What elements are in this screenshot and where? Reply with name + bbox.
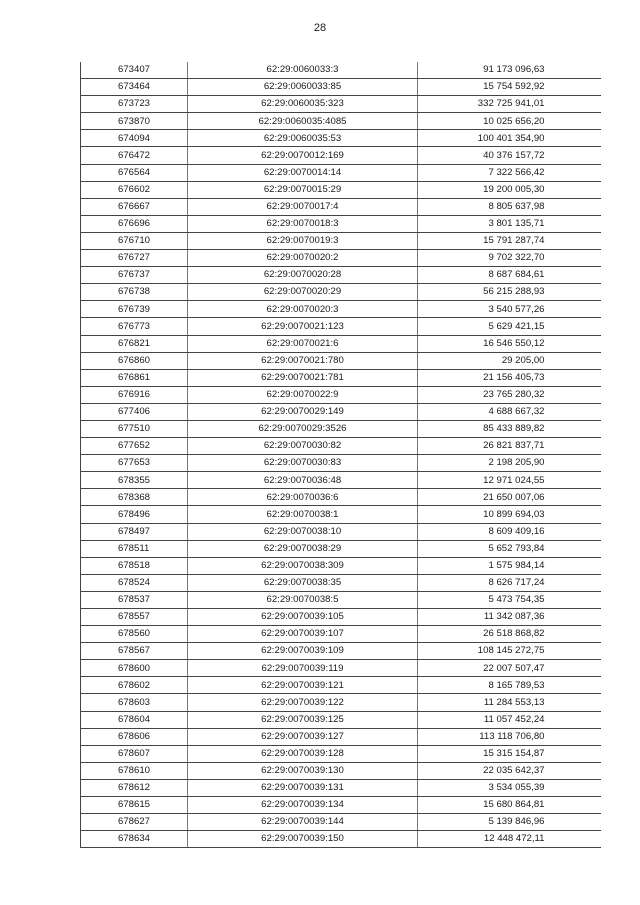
cadastral-number-cell: 62:29:0070017:4 [188, 198, 418, 215]
cadastral-value-cell: 15 754 592,92 [418, 79, 601, 96]
table-row [81, 62, 601, 79]
table-row [81, 711, 601, 728]
table-row [81, 523, 601, 540]
cadastral-value-cell: 56 215 288,93 [418, 284, 601, 301]
record-number-cell: 676727 [81, 250, 188, 267]
cadastral-number-cell: 62:29:0070039:130 [188, 762, 418, 779]
table-row [81, 694, 601, 711]
record-number-cell: 673870 [81, 113, 188, 130]
table-row [81, 540, 601, 557]
record-number-cell: 676710 [81, 232, 188, 249]
record-number-cell: 676861 [81, 369, 188, 386]
record-number-cell: 678496 [81, 506, 188, 523]
table-row [81, 335, 601, 352]
record-number-cell: 678557 [81, 609, 188, 626]
cadastral-value-cell: 7 322 566,42 [418, 164, 601, 181]
table-row [81, 643, 601, 660]
cadastral-value-cell: 85 433 889,82 [418, 420, 601, 437]
cadastral-number-cell: 62:29:0070018:3 [188, 215, 418, 232]
record-number-cell: 674094 [81, 130, 188, 147]
cadastral-number-cell: 62:29:0060035:323 [188, 96, 418, 113]
cadastral-number-cell: 62:29:0070038:29 [188, 540, 418, 557]
cadastral-number-cell: 62:29:0070038:10 [188, 523, 418, 540]
table-row [81, 677, 601, 694]
cadastral-number-cell: 62:29:0070039:122 [188, 694, 418, 711]
cadastral-number-cell: 62:29:0070029:149 [188, 403, 418, 420]
record-number-cell: 673464 [81, 79, 188, 96]
cadastral-value-cell: 1 575 984,14 [418, 557, 601, 574]
table-row [81, 301, 601, 318]
cadastral-value-cell: 22 007 507,47 [418, 660, 601, 677]
cadastral-value-cell: 11 342 087,36 [418, 609, 601, 626]
table-row [81, 215, 601, 232]
table-row [81, 831, 601, 848]
cadastral-value-cell: 3 801 135,71 [418, 215, 601, 232]
cadastral-number-cell: 62:29:0070039:127 [188, 728, 418, 745]
table-row [81, 386, 601, 403]
table-row [81, 130, 601, 147]
table-row [81, 779, 601, 796]
cadastral-number-cell: 62:29:0070020:28 [188, 267, 418, 284]
cadastral-value-cell: 26 518 868,82 [418, 626, 601, 643]
record-number-cell: 677652 [81, 438, 188, 455]
cadastral-number-cell: 62:29:0070021:123 [188, 318, 418, 335]
cadastral-number-cell: 62:29:0070039:109 [188, 643, 418, 660]
table-row [81, 591, 601, 608]
cadastral-number-cell: 62:29:0060033:3 [188, 62, 418, 79]
cadastral-number-cell: 62:29:0070039:107 [188, 626, 418, 643]
record-number-cell: 678615 [81, 797, 188, 814]
record-number-cell: 676602 [81, 181, 188, 198]
cadastral-value-cell: 15 315 154,87 [418, 745, 601, 762]
record-number-cell: 676564 [81, 164, 188, 181]
table-row [81, 557, 601, 574]
table-row [81, 455, 601, 472]
cadastral-number-cell: 62:29:0070038:5 [188, 591, 418, 608]
record-number-cell: 676667 [81, 198, 188, 215]
cadastral-value-cell: 16 546 550,12 [418, 335, 601, 352]
record-number-cell: 677653 [81, 455, 188, 472]
record-number-cell: 678600 [81, 660, 188, 677]
table-row [81, 181, 601, 198]
cadastral-value-cell: 10 025 656,20 [418, 113, 601, 130]
table-row [81, 79, 601, 96]
cadastral-value-cell: 23 765 280,32 [418, 386, 601, 403]
record-number-cell: 678567 [81, 643, 188, 660]
cadastral-number-cell: 62:29:0070039:105 [188, 609, 418, 626]
cadastral-number-cell: 62:29:0070036:6 [188, 489, 418, 506]
table-row [81, 318, 601, 335]
cadastral-value-cell: 3 534 055,39 [418, 779, 601, 796]
cadastral-value-cell: 8 609 409,16 [418, 523, 601, 540]
cadastral-number-cell: 62:29:0070012:169 [188, 147, 418, 164]
record-number-cell: 678606 [81, 728, 188, 745]
table-row [81, 250, 601, 267]
record-number-cell: 678627 [81, 814, 188, 831]
cadastral-number-cell: 62:29:0070039:131 [188, 779, 418, 796]
record-number-cell: 677510 [81, 420, 188, 437]
record-number-cell: 678511 [81, 540, 188, 557]
cadastral-value-cell: 10 899 694,03 [418, 506, 601, 523]
record-number-cell: 673723 [81, 96, 188, 113]
record-number-cell: 676821 [81, 335, 188, 352]
table-row [81, 626, 601, 643]
record-number-cell: 676773 [81, 318, 188, 335]
record-number-cell: 678603 [81, 694, 188, 711]
cadastral-value-cell: 108 145 272,75 [418, 643, 601, 660]
table-row [81, 745, 601, 762]
cadastral-number-cell: 62:29:0060035:4085 [188, 113, 418, 130]
record-number-cell: 678607 [81, 745, 188, 762]
cadastral-number-cell: 62:29:0070038:1 [188, 506, 418, 523]
record-number-cell: 676472 [81, 147, 188, 164]
cadastral-value-cell: 332 725 941,01 [418, 96, 601, 113]
cadastral-value-cell: 8 687 684,61 [418, 267, 601, 284]
cadastral-value-cell: 26 821 837,71 [418, 438, 601, 455]
cadastral-number-cell: 62:29:0070021:6 [188, 335, 418, 352]
record-number-cell: 676860 [81, 352, 188, 369]
table-row [81, 814, 601, 831]
cadastral-number-cell: 62:29:0070021:781 [188, 369, 418, 386]
cadastral-number-cell: 62:29:0060033:85 [188, 79, 418, 96]
cadastral-value-cell: 100 401 354,90 [418, 130, 601, 147]
cadastral-number-cell: 62:29:0070021:780 [188, 352, 418, 369]
record-number-cell: 678537 [81, 591, 188, 608]
cadastral-number-cell: 62:29:0070020:2 [188, 250, 418, 267]
cadastral-value-cell: 8 626 717,24 [418, 574, 601, 591]
cadastral-value-cell: 12 971 024,55 [418, 472, 601, 489]
cadastral-value-cell: 11 284 553,13 [418, 694, 601, 711]
cadastral-value-cell: 22 035 642,37 [418, 762, 601, 779]
cadastral-value-cell: 4 688 667,32 [418, 403, 601, 420]
table-body [81, 62, 601, 848]
cadastral-value-table [80, 62, 601, 848]
cadastral-value-cell: 91 173 096,63 [418, 62, 601, 79]
table-row [81, 660, 601, 677]
cadastral-value-cell: 11 057 452,24 [418, 711, 601, 728]
table-row [81, 797, 601, 814]
record-number-cell: 678604 [81, 711, 188, 728]
cadastral-value-cell: 5 139 846,96 [418, 814, 601, 831]
record-number-cell: 678368 [81, 489, 188, 506]
table-row [81, 506, 601, 523]
cadastral-number-cell: 62:29:0070036:48 [188, 472, 418, 489]
cadastral-number-cell: 62:29:0060035:53 [188, 130, 418, 147]
table-row [81, 420, 601, 437]
table-row [81, 96, 601, 113]
table-row [81, 574, 601, 591]
cadastral-value-cell: 15 680 864,81 [418, 797, 601, 814]
record-number-cell: 678612 [81, 779, 188, 796]
table-row [81, 609, 601, 626]
record-number-cell: 676696 [81, 215, 188, 232]
record-number-cell: 678602 [81, 677, 188, 694]
cadastral-value-cell: 15 791 287,74 [418, 232, 601, 249]
page-number: 28 [313, 22, 327, 34]
record-number-cell: 678497 [81, 523, 188, 540]
cadastral-number-cell: 62:29:0070020:3 [188, 301, 418, 318]
cadastral-number-cell: 62:29:0070022:9 [188, 386, 418, 403]
cadastral-value-cell: 40 376 157,72 [418, 147, 601, 164]
cadastral-number-cell: 62:29:0070015:29 [188, 181, 418, 198]
table-row [81, 728, 601, 745]
table-row [81, 198, 601, 215]
cadastral-number-cell: 62:29:0070039:121 [188, 677, 418, 694]
record-number-cell: 673407 [81, 62, 188, 79]
record-number-cell: 678634 [81, 831, 188, 848]
cadastral-value-cell: 19 200 005,30 [418, 181, 601, 198]
cadastral-number-cell: 62:29:0070038:35 [188, 574, 418, 591]
table-row [81, 489, 601, 506]
table-row [81, 403, 601, 420]
cadastral-value-cell: 21 156 405,73 [418, 369, 601, 386]
cadastral-value-cell: 21 650 007,06 [418, 489, 601, 506]
cadastral-value-cell: 2 198 205,90 [418, 455, 601, 472]
table-row [81, 267, 601, 284]
cadastral-value-cell: 9 702 322,70 [418, 250, 601, 267]
record-number-cell: 678560 [81, 626, 188, 643]
cadastral-number-cell: 62:29:0070020:29 [188, 284, 418, 301]
record-number-cell: 676738 [81, 284, 188, 301]
table-row [81, 438, 601, 455]
record-number-cell: 677406 [81, 403, 188, 420]
record-number-cell: 678524 [81, 574, 188, 591]
cadastral-value-cell: 12 448 472,11 [418, 831, 601, 848]
cadastral-value-cell: 5 652 793,84 [418, 540, 601, 557]
cadastral-number-cell: 62:29:0070039:144 [188, 814, 418, 831]
table-row [81, 369, 601, 386]
cadastral-number-cell: 62:29:0070039:134 [188, 797, 418, 814]
cadastral-number-cell: 62:29:0070038:309 [188, 557, 418, 574]
cadastral-number-cell: 62:29:0070030:82 [188, 438, 418, 455]
cadastral-number-cell: 62:29:0070030:83 [188, 455, 418, 472]
table-row [81, 472, 601, 489]
cadastral-value-cell: 8 805 637,98 [418, 198, 601, 215]
table-row [81, 113, 601, 130]
cadastral-number-cell: 62:29:0070039:125 [188, 711, 418, 728]
cadastral-value-cell: 29 205,00 [418, 352, 601, 369]
cadastral-value-cell: 5 473 754,35 [418, 591, 601, 608]
cadastral-number-cell: 62:29:0070039:119 [188, 660, 418, 677]
cadastral-value-cell: 113 118 706,80 [418, 728, 601, 745]
table-row [81, 164, 601, 181]
cadastral-number-cell: 62:29:0070029:3526 [188, 420, 418, 437]
cadastral-value-cell: 3 540 577,26 [418, 301, 601, 318]
table-row [81, 762, 601, 779]
record-number-cell: 676737 [81, 267, 188, 284]
table-row [81, 352, 601, 369]
record-number-cell: 678610 [81, 762, 188, 779]
cadastral-number-cell: 62:29:0070039:150 [188, 831, 418, 848]
cadastral-number-cell: 62:29:0070039:128 [188, 745, 418, 762]
cadastral-number-cell: 62:29:0070014:14 [188, 164, 418, 181]
table-row [81, 232, 601, 249]
cadastral-value-cell: 5 629 421,15 [418, 318, 601, 335]
table-row [81, 147, 601, 164]
table-row [81, 284, 601, 301]
cadastral-number-cell: 62:29:0070019:3 [188, 232, 418, 249]
record-number-cell: 678355 [81, 472, 188, 489]
record-number-cell: 676739 [81, 301, 188, 318]
record-number-cell: 678518 [81, 557, 188, 574]
cadastral-value-cell: 8 165 789,53 [418, 677, 601, 694]
record-number-cell: 676916 [81, 386, 188, 403]
